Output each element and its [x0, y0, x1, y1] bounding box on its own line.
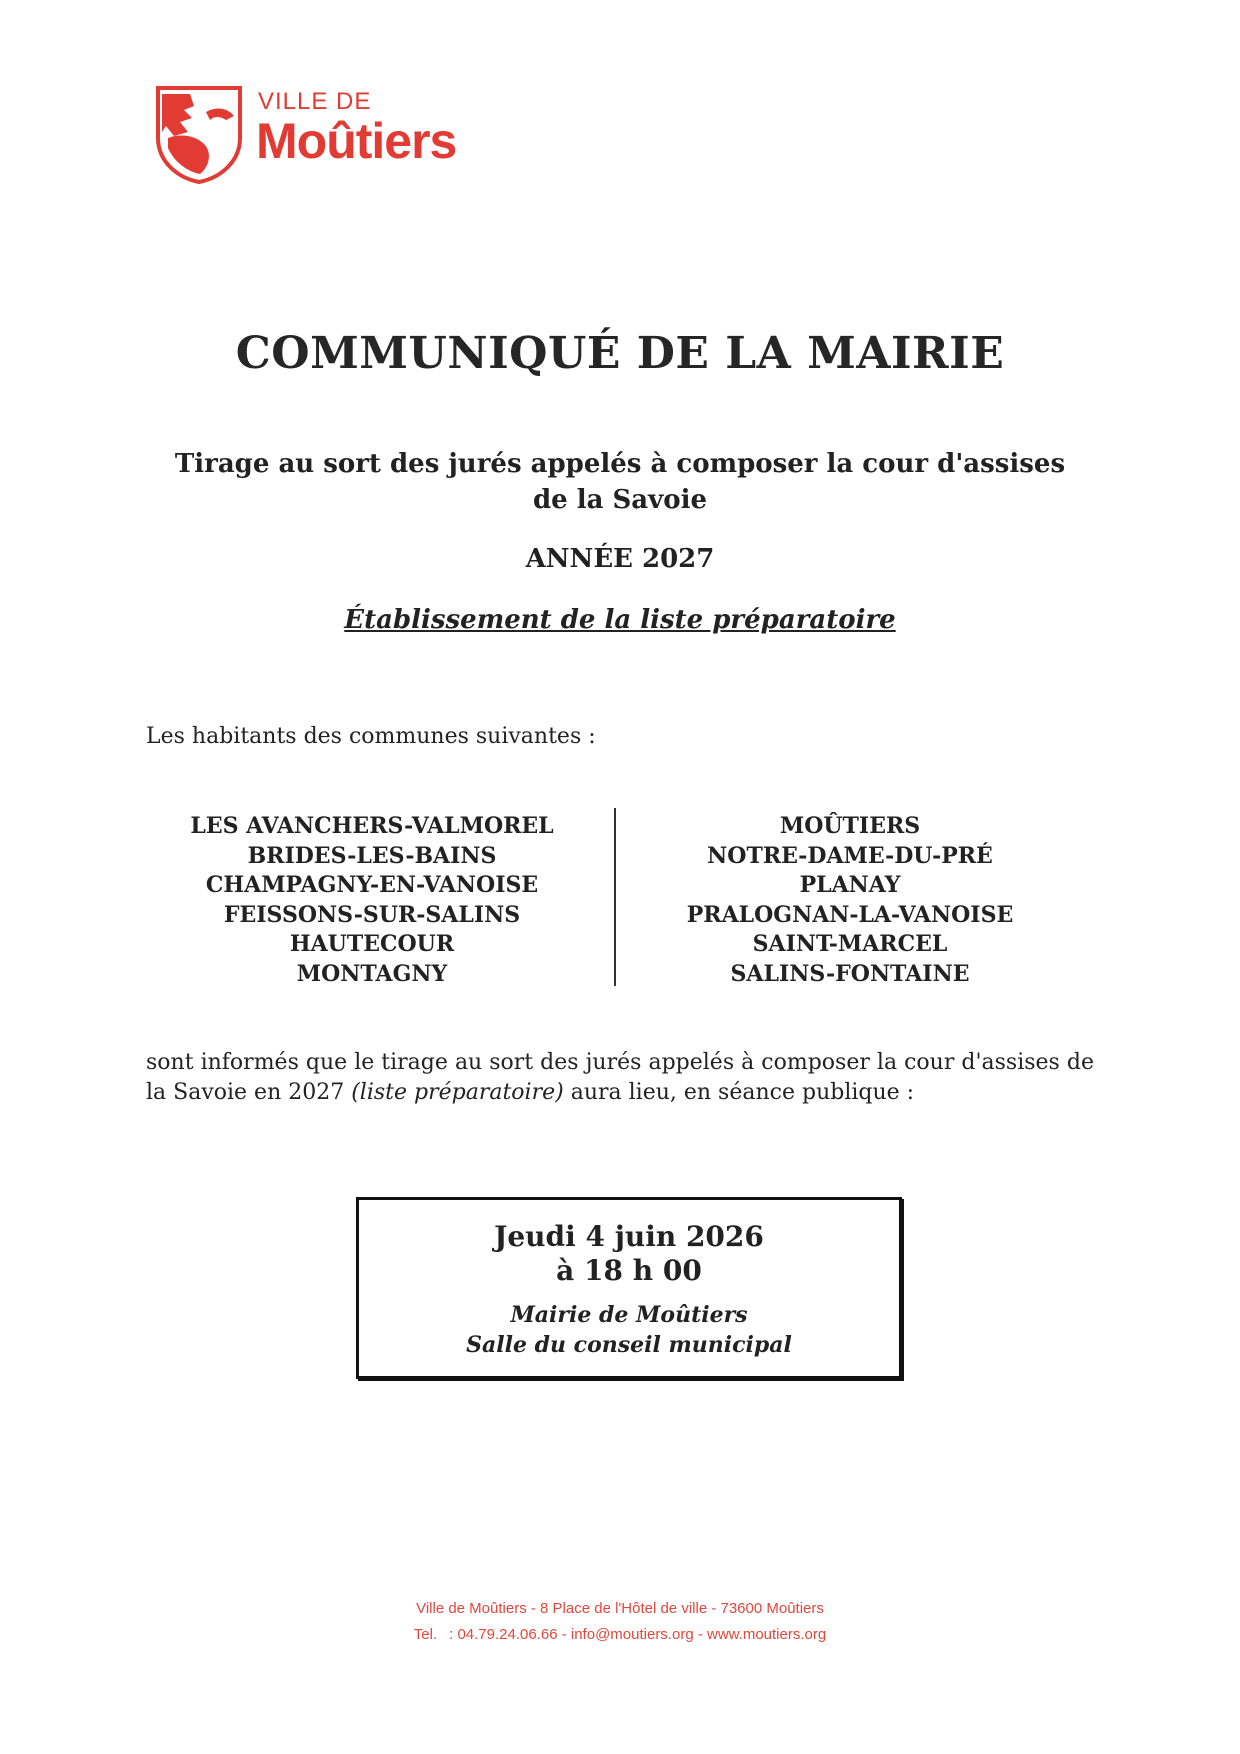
- event-place: [359, 1300, 899, 1360]
- commune-item: SAINT-MARCEL: [752, 931, 948, 957]
- commune-item: FEISSONS-SUR-SALINS: [223, 901, 521, 928]
- commune-item: BRIDES-LES-BAINS: [247, 842, 497, 869]
- event-box: [356, 1197, 902, 1379]
- town-logo: [154, 86, 514, 186]
- logo-line-name: Moûtiers: [256, 113, 457, 169]
- page-title: COMMUNIQUÉ DE LA MAIRIE: [235, 328, 1005, 379]
- intro-text: Les habitants des communes suivantes :: [146, 724, 596, 749]
- commune-item: SALINS-FONTAINE: [730, 960, 970, 987]
- column-divider: [614, 808, 616, 986]
- commune-item: PLANAY: [799, 872, 901, 898]
- commune-item: PRALOGNAN-LA-VANOISE: [686, 901, 1014, 928]
- footer-contact-line: [0, 1622, 1240, 1648]
- commune-item: MONTAGNY: [296, 960, 448, 987]
- communes-right-list: [640, 812, 1060, 989]
- commune-item: HAUTECOUR: [289, 931, 455, 957]
- event-time: à 18 h 00: [556, 1254, 702, 1287]
- body-paragraph: [146, 1048, 1094, 1108]
- event-date: Jeudi 4 juin 2026: [494, 1220, 764, 1253]
- communes-left-list: [162, 812, 582, 989]
- body-text-italic: (liste préparatoire): [351, 1080, 564, 1105]
- event-place-line1: Mairie de Moûtiers: [510, 1302, 748, 1328]
- commune-item: MOÛTIERS: [779, 813, 921, 839]
- footer-contact: : 04.79.24.06.66 - info@moutiers.org - www.moutiers.org: [449, 1626, 827, 1643]
- section-title: Établissement de la liste préparatoire: [344, 605, 896, 635]
- footer-tel-label: Tel.: [413, 1626, 438, 1643]
- commune-item: CHAMPAGNY-EN-VANOISE: [205, 872, 539, 898]
- year-heading: ANNÉE 2027: [525, 544, 715, 574]
- footer: [0, 1596, 1240, 1648]
- subtitle: Tirage au sort des jurés appelés à composer la cour d'assises de la Savoie: [174, 449, 1066, 515]
- event-place-line2: Salle du conseil municipal: [466, 1332, 792, 1358]
- body-text-part2: aura lieu, en séance publique :: [563, 1080, 915, 1105]
- footer-address: Ville de Moûtiers - 8 Place de l'Hôtel de ville - 73600 Moûtiers: [416, 1600, 824, 1617]
- commune-item: NOTRE-DAME-DU-PRÉ: [707, 842, 993, 869]
- town-crest-icon: [154, 86, 244, 184]
- body-text-part1: sont informés que le tirage au sort des jurés appelés à composer la cour d'assises de la Savoie en 2027: [146, 1050, 1094, 1105]
- logo-line-ville: VILLE DE: [258, 88, 372, 115]
- commune-item: LES AVANCHERS-VALMOREL: [190, 813, 554, 839]
